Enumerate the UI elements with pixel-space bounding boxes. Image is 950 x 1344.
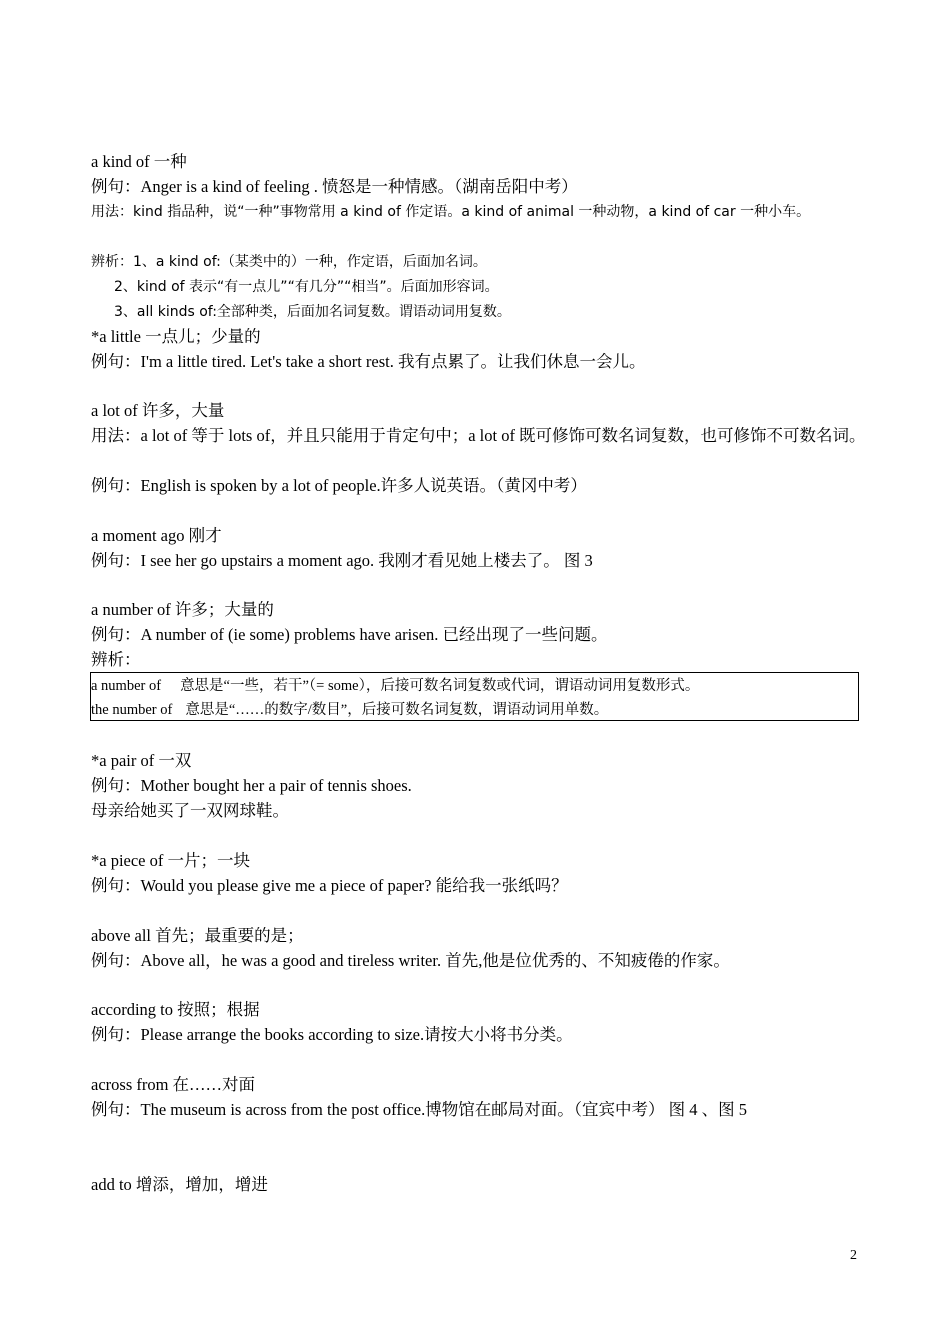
entry-example: 例句：Anger is a kind of feeling . 愤怒是一种情感。（湖南岳阳中考） xyxy=(91,177,578,196)
entry-note: 3、all kinds of:全部种类，后面加名词复数。谓语动词用复数。 xyxy=(114,304,511,320)
entry-head: *a little 一点儿；少量的 xyxy=(91,327,261,346)
entry-example: 例句：Above all，he was a good and tireless writer. 首先,他是位优秀的、不知疲倦的作家。 xyxy=(91,951,730,970)
entry-example: 例句：English is spoken by a lot of people.许多人说英语。（黄冈中考） xyxy=(91,476,587,495)
entry-head: a kind of 一种 xyxy=(91,152,187,171)
entry-head: a lot of 许多，大量 xyxy=(91,401,225,420)
entry-example: 例句：Mother bought her a pair of tennis shoes. xyxy=(91,776,412,795)
entry-usage: 用法：kind 指品种，说“一种”事物常用 a kind of 作定语。a kind of animal 一种动物，a kind of car 一种小车。 xyxy=(91,204,811,220)
entry-head: *a piece of 一片；一块 xyxy=(91,851,250,870)
entry-head: according to 按照；根据 xyxy=(91,1000,260,1019)
entry-note: 2、kind of 表示“有一点儿”“有几分”“相当”。后面加形容词。 xyxy=(114,279,499,295)
comparison-row xyxy=(91,700,608,720)
entry-translation: 母亲给她买了一双网球鞋。 xyxy=(91,801,289,820)
entry-example: 例句：The museum is across from the post office.博物馆在邮局对面。（宜宾中考） 图 4 、图 5 xyxy=(91,1100,747,1119)
comparison-term: a number of xyxy=(91,678,162,694)
entry-example: 例句：A number of (ie some) problems have arisen. 已经出现了一些问题。 xyxy=(91,625,608,644)
entry-head: across from 在……对面 xyxy=(91,1075,256,1094)
entry-example: 例句：I'm a little tired. Let's take a short rest. 我有点累了。让我们休息一会儿。 xyxy=(91,352,646,371)
comparison-desc: 意思是“一些，若干”（= some），后接可数名词复数或代词，谓语动词用复数形式。 xyxy=(180,678,700,694)
entry-example: 例句：Please arrange the books according to size.请按大小将书分类。 xyxy=(91,1025,573,1044)
entry-head: a number of 许多；大量的 xyxy=(91,600,274,619)
entry-note: 辨析：1、a kind of:（某类中的）一种，作定语，后面加名词。 xyxy=(91,254,487,270)
entry-note-label: 辨析： xyxy=(91,650,141,669)
comparison-table xyxy=(90,672,859,721)
entry-head: above all 首先；最重要的是； xyxy=(91,926,304,945)
entry-example: 例句：I see her go upstairs a moment ago. 我刚才看见她上楼去了。 图 3 xyxy=(91,551,593,570)
comparison-desc: 意思是“……的数字/数目”，后接可数名词复数，谓语动词用单数。 xyxy=(185,702,609,718)
entry-usage: 用法：a lot of 等于 lots of，并且只能用于肯定句中；a lot of 既可修饰可数名词复数，也可修饰不可数名词。 xyxy=(91,426,866,445)
entry-head: add to 增添，增加，增进 xyxy=(91,1175,268,1194)
entry-head: a moment ago 刚才 xyxy=(91,526,222,545)
entry-head: *a pair of 一双 xyxy=(91,751,192,770)
page-number: 2 xyxy=(850,1248,857,1263)
comparison-row xyxy=(91,676,699,696)
entry-example: 例句：Would you please give me a piece of paper? 能给我一张纸吗？ xyxy=(91,876,568,895)
comparison-term: the number of xyxy=(91,702,173,718)
